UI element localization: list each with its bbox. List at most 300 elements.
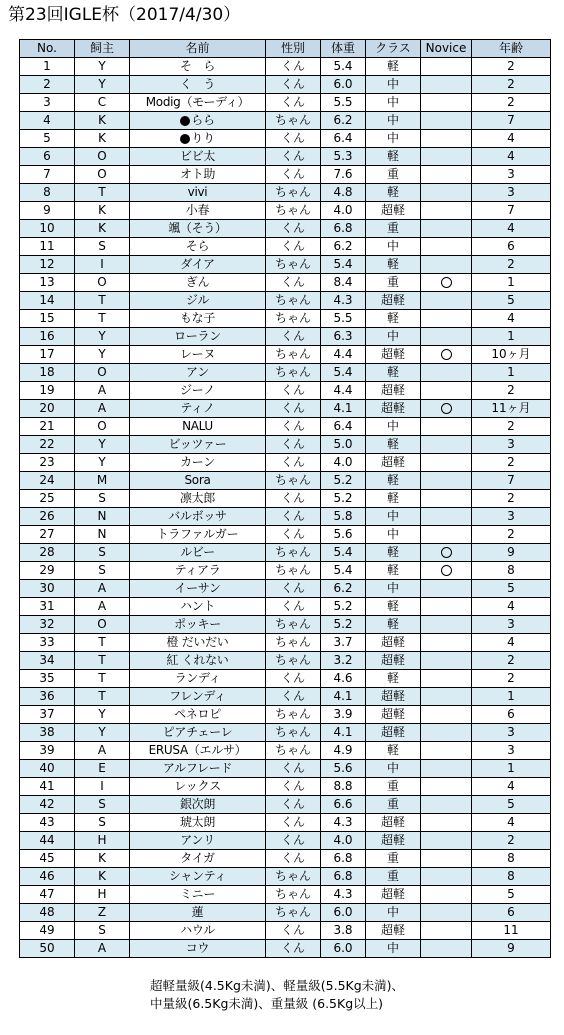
cell-owner: H	[75, 886, 130, 904]
cell-weight: 6.2	[321, 112, 366, 130]
name-text: NALU	[182, 419, 213, 433]
table-row	[20, 904, 551, 922]
name-text: ポッキー	[174, 617, 221, 631]
cell-owner: T	[75, 688, 130, 706]
name-text: ランディ	[174, 671, 221, 685]
cell-novice	[421, 760, 472, 778]
cell-novice	[421, 364, 472, 382]
name-text: ジーノ	[180, 383, 215, 397]
cell-age: 1	[472, 364, 551, 382]
cell-novice	[421, 382, 472, 400]
novice-circle-icon	[441, 349, 452, 360]
page-title: 第23回IGLE杯（2017/4/30）	[8, 5, 241, 25]
cell-sex: くん	[266, 580, 321, 598]
cell-owner: K	[75, 868, 130, 886]
table-row	[20, 94, 551, 112]
cell-no: 50	[20, 940, 75, 958]
cell-no: 4	[20, 112, 75, 130]
cell-name	[130, 634, 266, 652]
cell-name	[130, 616, 266, 634]
cell-age: 3	[472, 508, 551, 526]
name-text: Sora	[184, 473, 211, 487]
name-text: タイガ	[180, 851, 215, 865]
cell-weight: 3.8	[321, 922, 366, 940]
cell-name	[130, 922, 266, 940]
cell-novice	[421, 130, 472, 148]
cell-sex: ちゃん	[266, 616, 321, 634]
cell-weight: 4.1	[321, 724, 366, 742]
cell-name	[130, 670, 266, 688]
table-row	[20, 310, 551, 328]
cell-class: 超軽	[366, 292, 421, 310]
table-row	[20, 454, 551, 472]
cell-no: 32	[20, 616, 75, 634]
cell-novice	[421, 76, 472, 94]
cell-age: 1	[472, 760, 551, 778]
table-row	[20, 58, 551, 76]
name-text: らら	[191, 113, 215, 127]
table-row	[20, 742, 551, 760]
cell-sex: くん	[266, 814, 321, 832]
cell-age: 4	[472, 310, 551, 328]
cell-age: 2	[472, 652, 551, 670]
cell-sex: くん	[266, 508, 321, 526]
cell-sex: くん	[266, 238, 321, 256]
cell-novice	[421, 292, 472, 310]
table-row	[20, 490, 551, 508]
cell-owner: I	[75, 256, 130, 274]
cell-sex: くん	[266, 148, 321, 166]
cell-no: 33	[20, 634, 75, 652]
cell-class: 軽	[366, 256, 421, 274]
cell-sex: ちゃん	[266, 904, 321, 922]
name-text: 紅 くれない	[166, 653, 229, 667]
cell-novice	[421, 472, 472, 490]
cell-no: 10	[20, 220, 75, 238]
cell-novice	[421, 544, 472, 562]
cell-owner: T	[75, 184, 130, 202]
cell-owner: S	[75, 238, 130, 256]
cell-novice	[421, 400, 472, 418]
cell-no: 18	[20, 364, 75, 382]
cell-owner: N	[75, 508, 130, 526]
table-row	[20, 274, 551, 292]
cell-name	[130, 814, 266, 832]
cell-class: 重	[366, 778, 421, 796]
class-note-line: 超軽量級(4.5Kg未満)、軽量級(5.5Kg未満)、	[150, 978, 405, 993]
cell-owner: Y	[75, 706, 130, 724]
black-dot-icon	[180, 116, 190, 126]
cell-no: 27	[20, 526, 75, 544]
cell-sex: くん	[266, 670, 321, 688]
cell-name	[130, 220, 266, 238]
cell-name	[130, 724, 266, 742]
cell-age: 9	[472, 544, 551, 562]
name-text: イーサン	[174, 581, 221, 595]
cell-novice	[421, 616, 472, 634]
cell-sex: くん	[266, 328, 321, 346]
cell-novice	[421, 202, 472, 220]
cell-name	[130, 850, 266, 868]
header-class: クラス	[366, 40, 421, 58]
table-row	[20, 688, 551, 706]
table-row	[20, 166, 551, 184]
cell-class: 超軽	[366, 202, 421, 220]
cell-name	[130, 310, 266, 328]
cell-sex: くん	[266, 490, 321, 508]
cell-class: 重	[366, 220, 421, 238]
cell-sex: ちゃん	[266, 724, 321, 742]
cell-owner: Y	[75, 346, 130, 364]
cell-sex: ちゃん	[266, 202, 321, 220]
cell-age: 4	[472, 778, 551, 796]
cell-class: 中	[366, 418, 421, 436]
cell-age: 9	[472, 940, 551, 958]
cell-class: 重	[366, 274, 421, 292]
cell-name	[130, 292, 266, 310]
cell-no: 13	[20, 274, 75, 292]
table-row	[20, 364, 551, 382]
cell-name	[130, 256, 266, 274]
cell-class: 重	[366, 868, 421, 886]
table-body	[20, 58, 551, 958]
header-name: 名前	[130, 40, 266, 58]
cell-sex: くん	[266, 778, 321, 796]
cell-weight: 3.9	[321, 706, 366, 724]
cell-sex: くん	[266, 688, 321, 706]
cell-weight: 7.6	[321, 166, 366, 184]
cell-weight: 5.0	[321, 436, 366, 454]
name-text: Modig（モーディ）	[145, 95, 250, 109]
table-row	[20, 850, 551, 868]
cell-class: 超軽	[366, 400, 421, 418]
class-note-line: 中量級(6.5Kg未満)、重量級 (6.5Kg以上)	[150, 996, 384, 1011]
table-row	[20, 616, 551, 634]
table-row	[20, 922, 551, 940]
table-row	[20, 670, 551, 688]
cell-sex: くん	[266, 418, 321, 436]
cell-class: 軽	[366, 544, 421, 562]
cell-weight: 4.8	[321, 184, 366, 202]
cell-weight: 5.6	[321, 760, 366, 778]
cell-class: 超軽	[366, 688, 421, 706]
name-text: ティノ	[180, 401, 215, 415]
cell-weight: 5.5	[321, 94, 366, 112]
cell-no: 26	[20, 508, 75, 526]
cell-sex: ちゃん	[266, 634, 321, 652]
cell-class: 軽	[366, 436, 421, 454]
cell-class: 重	[366, 796, 421, 814]
cell-weight: 5.8	[321, 508, 366, 526]
cell-owner: O	[75, 418, 130, 436]
cell-owner: S	[75, 796, 130, 814]
table-row	[20, 544, 551, 562]
cell-class: 超軽	[366, 346, 421, 364]
cell-weight: 4.0	[321, 454, 366, 472]
cell-novice	[421, 256, 472, 274]
cell-owner: A	[75, 742, 130, 760]
cell-class: 中	[366, 238, 421, 256]
cell-age: 2	[472, 832, 551, 850]
cell-no: 2	[20, 76, 75, 94]
cell-age: 8	[472, 868, 551, 886]
cell-novice	[421, 508, 472, 526]
table-row	[20, 112, 551, 130]
cell-sex: くん	[266, 94, 321, 112]
cell-class: 中	[366, 940, 421, 958]
header-no: No.	[20, 40, 75, 58]
cell-weight: 6.0	[321, 76, 366, 94]
cell-class: 軽	[366, 472, 421, 490]
cell-age: 7	[472, 202, 551, 220]
table-row	[20, 346, 551, 364]
cell-novice	[421, 490, 472, 508]
name-text: もな子	[179, 311, 216, 325]
cell-sex: ちゃん	[266, 706, 321, 724]
cell-owner: C	[75, 94, 130, 112]
cell-no: 46	[20, 868, 75, 886]
cell-weight: 5.4	[321, 562, 366, 580]
cell-age: 5	[472, 292, 551, 310]
cell-no: 8	[20, 184, 75, 202]
table-row	[20, 238, 551, 256]
cell-novice	[421, 634, 472, 652]
cell-owner: Y	[75, 76, 130, 94]
name-text: ミニー	[179, 887, 216, 901]
name-text: トラファルガー	[156, 527, 239, 541]
name-text: ルビー	[180, 545, 215, 559]
cell-no: 20	[20, 400, 75, 418]
cell-name	[130, 562, 266, 580]
cell-no: 30	[20, 580, 75, 598]
cell-sex: くん	[266, 760, 321, 778]
cell-class: 軽	[366, 58, 421, 76]
cell-sex: くん	[266, 436, 321, 454]
cell-weight: 6.0	[321, 940, 366, 958]
cell-name	[130, 490, 266, 508]
cell-age: 2	[472, 526, 551, 544]
cell-age: 10ヶ月	[472, 346, 551, 364]
cell-age: 3	[472, 616, 551, 634]
cell-weight: 6.2	[321, 238, 366, 256]
cell-name	[130, 436, 266, 454]
cell-name	[130, 94, 266, 112]
cell-age: 3	[472, 742, 551, 760]
cell-novice	[421, 148, 472, 166]
cell-weight: 5.2	[321, 490, 366, 508]
cell-age: 3	[472, 724, 551, 742]
cell-weight: 5.2	[321, 472, 366, 490]
name-text: ローラン	[174, 329, 221, 343]
cell-sex: ちゃん	[266, 868, 321, 886]
cell-class: 超軽	[366, 832, 421, 850]
cell-novice	[421, 238, 472, 256]
cell-class: 超軽	[366, 454, 421, 472]
cell-age: 3	[472, 184, 551, 202]
cell-novice	[421, 742, 472, 760]
cell-no: 6	[20, 148, 75, 166]
cell-weight: 5.2	[321, 598, 366, 616]
name-text: レックス	[174, 779, 221, 793]
cell-name	[130, 904, 266, 922]
cell-sex: くん	[266, 166, 321, 184]
cell-class: 中	[366, 760, 421, 778]
cell-novice	[421, 814, 472, 832]
cell-novice	[421, 220, 472, 238]
name-text: vivi	[187, 185, 208, 199]
cell-age: 3	[472, 166, 551, 184]
name-text: 銀次朗	[179, 797, 216, 811]
cell-novice	[421, 706, 472, 724]
cell-name	[130, 328, 266, 346]
cell-owner: S	[75, 562, 130, 580]
cell-age: 2	[472, 670, 551, 688]
cell-owner: A	[75, 940, 130, 958]
header-novice: Novice	[421, 40, 472, 58]
cell-sex: くん	[266, 76, 321, 94]
name-text: ハウル	[180, 923, 215, 937]
cell-age: 2	[472, 76, 551, 94]
table-row	[20, 184, 551, 202]
cell-sex: ちゃん	[266, 112, 321, 130]
cell-owner: K	[75, 220, 130, 238]
cell-age: 4	[472, 220, 551, 238]
table-row	[20, 436, 551, 454]
name-text: りり	[191, 131, 215, 145]
cell-sex: くん	[266, 58, 321, 76]
cell-weight: 6.3	[321, 328, 366, 346]
cell-owner: Y	[75, 328, 130, 346]
cell-class: 軽	[366, 742, 421, 760]
cell-sex: くん	[266, 454, 321, 472]
cell-novice	[421, 436, 472, 454]
cell-class: 超軽	[366, 886, 421, 904]
cell-name	[130, 940, 266, 958]
cell-sex: くん	[266, 274, 321, 292]
cell-owner: T	[75, 652, 130, 670]
name-text: ハント	[179, 599, 216, 613]
name-text: く う	[179, 77, 216, 91]
cell-weight: 6.0	[321, 904, 366, 922]
cell-no: 40	[20, 760, 75, 778]
cell-owner: S	[75, 922, 130, 940]
name-text: ピアチェーレ	[162, 725, 233, 739]
cell-no: 1	[20, 58, 75, 76]
table-row	[20, 76, 551, 94]
cell-sex: ちゃん	[266, 472, 321, 490]
cell-weight: 5.4	[321, 58, 366, 76]
cell-owner: M	[75, 472, 130, 490]
table-row	[20, 814, 551, 832]
cell-sex: くん	[266, 220, 321, 238]
cell-age: 2	[472, 490, 551, 508]
cell-age: 4	[472, 598, 551, 616]
cell-no: 7	[20, 166, 75, 184]
cell-class: 中	[366, 904, 421, 922]
cell-no: 37	[20, 706, 75, 724]
cell-sex: ちゃん	[266, 256, 321, 274]
cell-name	[130, 346, 266, 364]
cell-sex: ちゃん	[266, 652, 321, 670]
cell-owner: A	[75, 382, 130, 400]
name-text: オト助	[179, 167, 216, 181]
cell-sex: ちゃん	[266, 562, 321, 580]
cell-name	[130, 76, 266, 94]
cell-sex: ちゃん	[266, 310, 321, 328]
cell-no: 29	[20, 562, 75, 580]
cell-no: 43	[20, 814, 75, 832]
cell-novice	[421, 184, 472, 202]
cell-no: 36	[20, 688, 75, 706]
cell-owner: Y	[75, 724, 130, 742]
table-row	[20, 868, 551, 886]
cell-owner: N	[75, 526, 130, 544]
cell-novice	[421, 328, 472, 346]
cell-name	[130, 130, 266, 148]
cell-class: 中	[366, 508, 421, 526]
table-row	[20, 472, 551, 490]
table-row	[20, 832, 551, 850]
cell-no: 28	[20, 544, 75, 562]
table-row	[20, 220, 551, 238]
cell-weight: 6.4	[321, 418, 366, 436]
header-weight: 体重	[321, 40, 366, 58]
cell-weight: 4.3	[321, 292, 366, 310]
name-text: そら	[185, 239, 210, 253]
cell-class: 重	[366, 166, 421, 184]
table-row	[20, 706, 551, 724]
cell-weight: 4.0	[321, 202, 366, 220]
cell-owner: I	[75, 778, 130, 796]
cell-weight: 6.6	[321, 796, 366, 814]
cell-class: 超軽	[366, 382, 421, 400]
cell-owner: K	[75, 112, 130, 130]
cell-weight: 5.6	[321, 526, 366, 544]
name-text: 凛太郎	[179, 491, 216, 505]
cell-class: 超軽	[366, 634, 421, 652]
table-row	[20, 778, 551, 796]
table-row	[20, 598, 551, 616]
cell-weight: 6.8	[321, 850, 366, 868]
cell-name	[130, 202, 266, 220]
cell-no: 31	[20, 598, 75, 616]
cell-sex: くん	[266, 832, 321, 850]
name-text: 橙 だいだい	[166, 635, 229, 649]
name-text: アンリ	[180, 833, 215, 847]
cell-age: 1	[472, 274, 551, 292]
cell-age: 6	[472, 238, 551, 256]
cell-name	[130, 112, 266, 130]
cell-class: 重	[366, 850, 421, 868]
cell-name	[130, 868, 266, 886]
cell-owner: O	[75, 148, 130, 166]
cell-novice	[421, 310, 472, 328]
cell-owner: A	[75, 580, 130, 598]
cell-owner: T	[75, 670, 130, 688]
cell-owner: O	[75, 274, 130, 292]
cell-age: 11	[472, 922, 551, 940]
name-text: フレンディ	[169, 689, 226, 703]
cell-owner: A	[75, 400, 130, 418]
cell-weight: 5.5	[321, 310, 366, 328]
cell-age: 3	[472, 436, 551, 454]
cell-novice	[421, 850, 472, 868]
cell-name	[130, 148, 266, 166]
name-text: ペネロピ	[174, 707, 221, 721]
table-row	[20, 256, 551, 274]
cell-no: 23	[20, 454, 75, 472]
table-row	[20, 418, 551, 436]
